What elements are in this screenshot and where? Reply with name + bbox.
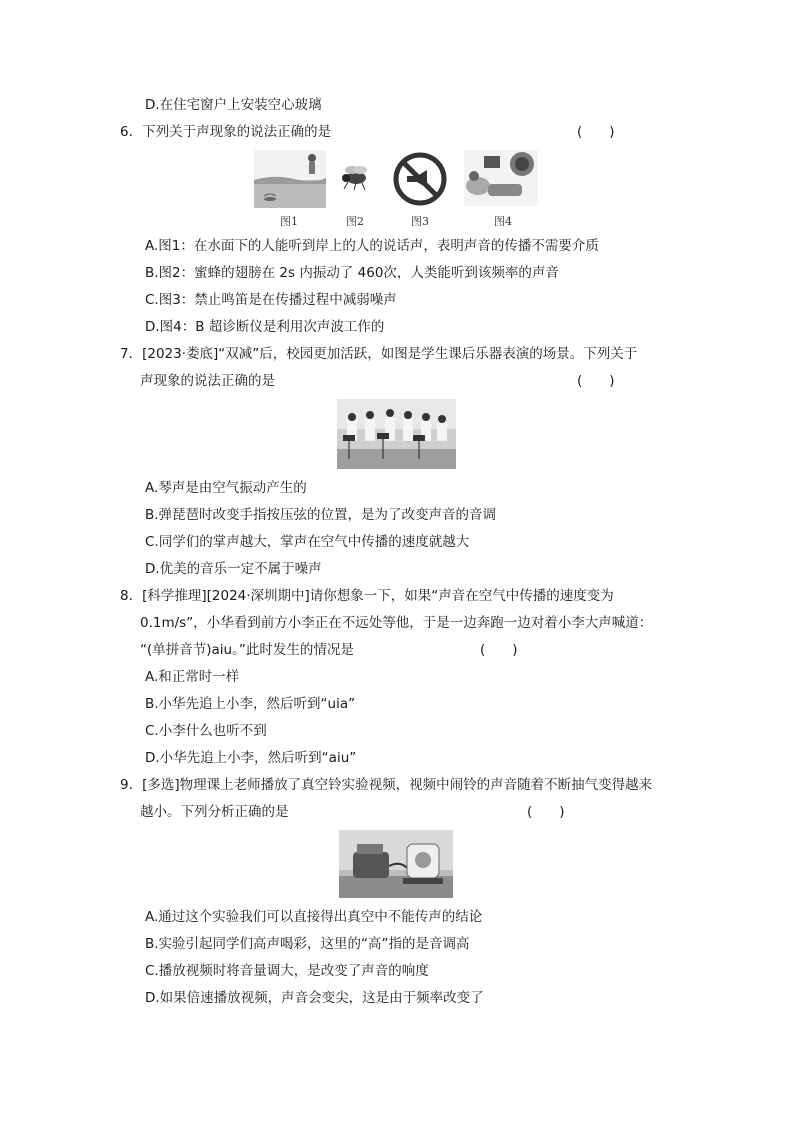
q6-caption-1: 图1 [280, 215, 298, 228]
q7-orchestra-photo [337, 399, 456, 469]
q9-option-b: B.实验引起同学们高声喝彩，这里的“高”指的是音调高 [145, 936, 470, 952]
q6-caption-2: 图2 [346, 215, 364, 228]
q8-option-a: A.和正常时一样 [145, 669, 240, 685]
q8-answer-paren: ( ) [480, 642, 518, 658]
q6-figure2-bee-image [338, 158, 372, 192]
q7-option-a: A.琴声是由空气振动产生的 [145, 480, 307, 496]
q6-option-c: C.图3：禁止鸣笛是在传播过程中减弱噪声 [145, 292, 397, 308]
q6-caption-3: 图3 [411, 215, 429, 228]
q7-answer-paren: ( ) [577, 373, 615, 389]
q7-option-d: D.优美的音乐一定不属于噪声 [145, 561, 322, 577]
q6-figure4-ultrasound-image [464, 150, 538, 206]
q9-vacuum-bell-photo [339, 830, 453, 898]
q8-option-b: B.小华先追上小李，然后听到“uia” [145, 696, 356, 712]
q6-figure1-image [254, 150, 326, 208]
q9-answer-paren: ( ) [527, 804, 565, 820]
q9-option-a: A.通过这个实验我们可以直接得出真空中不能传声的结论 [145, 909, 483, 925]
q9-stem-line1: 9．[多选]物理课上老师播放了真空铃实验视频，视频中闹铃的声音随着不断抽气变得越来 [120, 777, 653, 793]
q6-stem: 6．下列关于声现象的说法正确的是 [120, 124, 332, 140]
q6-answer-paren: ( ) [577, 124, 615, 140]
q6-option-d: D.图4：B 超诊断仪是利用次声波工作的 [145, 319, 385, 335]
q7-option-b: B.弹琵琶时改变手指按压弦的位置，是为了改变声音的音调 [145, 507, 497, 523]
q6-figure3-no-horn-sign [393, 152, 447, 206]
q8-stem-line2: 0.1m/s”，小华看到前方小李正在不远处等他，于是一边奔跑一边对着小李大声喊道： [140, 615, 653, 631]
q6-caption-4: 图4 [494, 215, 512, 228]
q7-stem-line1: 7．[2023·娄底]“双减”后，校园更加活跃，如图是学生课后乐器表演的场景。下列关于 [120, 346, 638, 362]
q8-stem-line1: 8．[科学推理][2024·深圳期中]请你想象一下，如果“声音在空气中传播的速度变为 [120, 588, 614, 604]
q8-option-c: C.小李什么也听不到 [145, 723, 267, 739]
q9-option-d: D.如果倍速播放视频，声音会变尖，这是由于频率改变了 [145, 990, 484, 1006]
q7-option-c: C.同学们的掌声越大，掌声在空气中传播的速度就越大 [145, 534, 470, 550]
q6-option-b: B.图2：蜜蜂的翅膀在 2s 内振动了 460次，人类能听到该频率的声音 [145, 265, 559, 281]
q8-stem-line3: “(单拼音节)aiu。”此时发生的情况是 [140, 642, 354, 658]
q9-stem-line2: 越小。下列分析正确的是 [140, 804, 289, 820]
q5-option-d: D.在住宅窗户上安装空心玻璃 [145, 97, 322, 113]
q6-option-a: A.图1：在水面下的人能听到岸上的人的说话声，表明声音的传播不需要介质 [145, 238, 599, 254]
q9-option-c: C.播放视频时将音量调大，是改变了声音的响度 [145, 963, 429, 979]
q7-stem-line2: 声现象的说法正确的是 [140, 373, 275, 389]
q8-option-d: D.小华先追上小李，然后听到“aiu” [145, 750, 357, 766]
